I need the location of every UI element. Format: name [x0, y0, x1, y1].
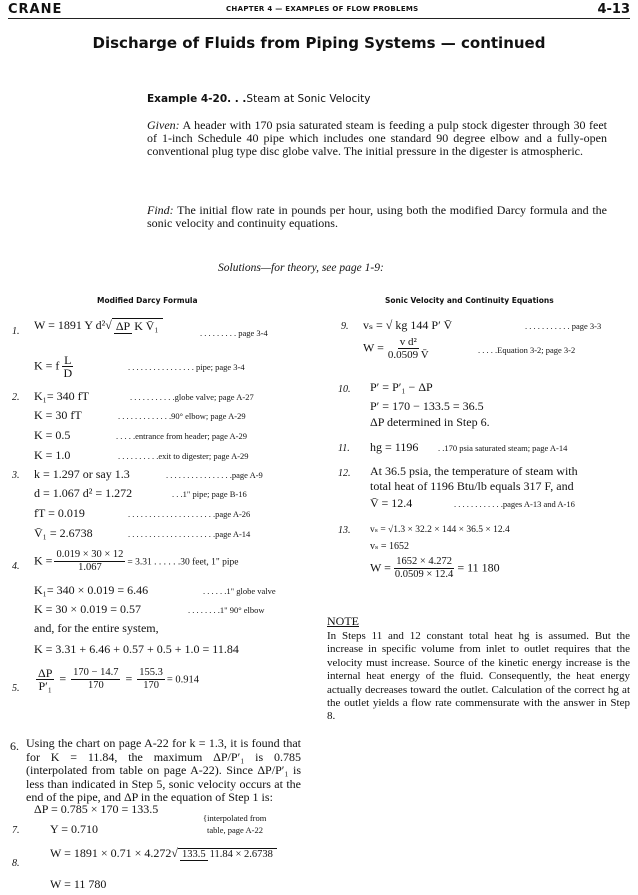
ratio-right-denominator: 170	[143, 680, 159, 691]
expansion-factor-ref-line-1: interpolated from	[207, 813, 267, 823]
continuity-lhs: W =	[363, 340, 384, 355]
step-number: 2.	[12, 392, 20, 403]
step-number: 5.	[12, 683, 20, 694]
k-elbow: K = 30 fT	[34, 408, 82, 422]
continuity-formula	[363, 336, 433, 361]
k-pipe-lhs: K =	[34, 553, 53, 568]
k-ratio: k = 1.297 or say 1.3	[34, 467, 130, 481]
k-denominator: D	[63, 366, 73, 380]
given-text: A header with 170 psia saturated steam is feeding a pulp stock digester through 30 feet of 1-inch Schedule 40 pipe which includes one standard 90 degree elbow and a fully-open conventional plug type disc globe valve. The initial pressure in the digester is atmospheric.	[147, 118, 607, 159]
k-pipe-result: = 3.31 . . . . . .30 feet, 1" pipe	[127, 557, 239, 568]
k-pipe-calc	[34, 549, 238, 574]
page-title: Discharge of Fluids from Piping Systems — continued	[92, 34, 546, 52]
ratio-mid-denominator: 170	[87, 680, 104, 691]
k-formula	[34, 354, 76, 379]
step-number: 11.	[338, 443, 350, 454]
step-12-line-2: total heat of 1196 Btu/lb equals 317 F, and	[370, 479, 574, 493]
expansion-factor-ref-2: table, page A-22	[207, 825, 263, 835]
step-number: 10.	[338, 384, 351, 395]
k-fraction	[61, 354, 74, 379]
find-text: The initial flow rate in pounds per hour, using both the modified Darcy formula and the sonic velocity and continuity equations.	[147, 203, 607, 231]
header-rule	[8, 18, 630, 19]
flow-rate-darcy: W = 1891 × 0.71 × 4.272√ 133.5 11.84 × 2.6738	[50, 846, 277, 861]
total-heat: hg = 1196	[370, 440, 419, 454]
darcy-numerator: ΔP	[115, 319, 131, 334]
darcy-radicand	[112, 318, 163, 334]
delta-p-note: ΔP determined in Step 6.	[370, 415, 490, 429]
sonic-velocity-calc: vₛ = √1.3 × 32.2 × 144 × 36.5 × 12.4	[370, 525, 510, 535]
flow-rate-darcy-result: W = 11 780	[50, 877, 107, 891]
step-number: 13.	[338, 525, 351, 536]
friction-factor: fT = 0.019	[34, 506, 85, 520]
continuity-numerator: v d²	[399, 336, 417, 348]
darcy-formula-lhs: W = 1891 Y d²	[34, 318, 106, 332]
sonic-velocity-formula: vₛ = √ kg 144 P′ V̄	[363, 318, 453, 332]
expansion-factor-ref-1: {interpolated from	[203, 813, 267, 823]
solutions-line: Solutions—for theory, see page 1-9:	[218, 262, 384, 274]
flow-rate-radicand	[178, 848, 277, 861]
find-paragraph	[147, 204, 607, 230]
darcy-denominator: K V̄₁	[134, 319, 159, 334]
note-text: In Steps 11 and 12 constant total heat hg is assumed. But the increase in specific volume from inlet to outlet requires that the velocity must increase. Source of the kinetic energy increase is the internal heat energy of the fluid. Consequently, the heat energy actually decreases toward the outlet. Calculation of the correct hg at the outlet yields a flow rate commensurate with the answer in Step 8.	[327, 630, 630, 723]
k1-globe: K₁= 340 fT	[34, 389, 89, 403]
step-number: 8.	[12, 858, 20, 869]
specific-volume: V̄₁ = 2.6738	[34, 526, 93, 540]
step-12-line-1: At 36.5 psia, the temperature of steam with	[370, 464, 578, 478]
flow-rate-numerator: 133.5	[182, 848, 206, 860]
k-numerator: L	[64, 353, 72, 367]
k1-globe-calc: K₁= 340 × 0.019 = 6.46	[34, 583, 149, 597]
k-elbow-ref: . . . . . . . . . . . . .90° elbow; page A-29	[118, 411, 246, 421]
continuity-ref: . . . . .Equation 3-2; page 3-2	[478, 345, 576, 355]
darcy-ref: . . . . . . . . . page 3-4	[200, 328, 268, 338]
given-label: Given:	[147, 118, 180, 132]
ratio-mid	[71, 667, 120, 692]
example-subject: Steam at Sonic Velocity	[246, 93, 371, 105]
flow-rate-darcy-lhs: W = 1891 × 0.71 × 4.272	[50, 846, 172, 860]
step-6-text: Using the chart on page A-22 for k = 1.3, it is found that for K = 11.84, the maximum ΔP/P′₁ is 0.785 (interpolated from table on page A-22). Since ΔP/P′₁ is less than indicated in Step 5, sonic velocity occurs at the end of the pipe, and ΔP in the equation of Step 1 is:	[26, 736, 301, 804]
pipe-diameter: d = 1.067 d² = 1.272	[34, 486, 133, 500]
step-number: 1.	[12, 326, 20, 337]
total-heat-ref: . .170 psia saturated steam; page A-14	[438, 443, 568, 453]
flow-rate-sonic-fraction	[393, 556, 455, 581]
k1-globe-ref: . . . . . . . . . . .globe valve; page A-27	[130, 392, 254, 402]
flow-rate-denominator: 11.84 × 2.6738	[209, 848, 273, 860]
k-pipe-denominator: 1.067	[78, 562, 102, 573]
step-number: 9.	[341, 321, 349, 332]
pressure-calc: P′ = 170 − 133.5 = 36.5	[370, 399, 484, 413]
friction-factor-ref: . . . . . . . . . . . . . . . . . . . . .page A-26	[128, 509, 251, 519]
pressure-ratio: $\frac{\Delta P}{\text{P′₁}}$ = $\frac{170 - 14.7}{170}$ = $\frac{155.3}{170}$ = 0.914	[38, 666, 200, 693]
k-elbow-calc-ref: . . . . . . . .1" 90° elbow	[188, 605, 265, 615]
step-number: 4.	[12, 561, 20, 572]
left-column-heading: Modified Darcy Formula	[97, 296, 198, 305]
sonic-velocity-ref: . . . . . . . . . . . page 3-3	[525, 321, 602, 331]
flow-rate-sonic-denominator: 0.0509 × 12.4	[394, 569, 454, 580]
ratio-result: = 0.914	[166, 674, 200, 686]
k-formula-lhs: K = f	[34, 358, 60, 373]
k-formula-ref: . . . . . . . . . . . . . . . . pipe; page 3-4	[128, 362, 245, 372]
k-entrance: K = 0.5	[34, 428, 71, 442]
entire-system-label: and, for the entire system,	[34, 621, 159, 635]
ratio-mid-numerator: 170 − 14.7	[73, 667, 119, 678]
right-column-heading: Sonic Velocity and Continuity Equations	[385, 296, 554, 305]
ratio-right	[137, 667, 165, 692]
k-exit-ref: . . . . . . . . . .exit to digester; page A-29	[118, 451, 249, 461]
ratio-lhs-denominator: P′₁	[38, 679, 52, 693]
ratio-lhs	[36, 667, 54, 692]
ratio-lhs-numerator: ΔP	[38, 666, 53, 680]
k1-globe-calc-ref: . . . . . .1" globe valve	[203, 586, 276, 596]
k-ratio-ref: . . . . . . . . . . . . . . . .page A-9	[166, 470, 263, 480]
k-elbow-calc: K = 30 × 0.019 = 0.57	[34, 602, 141, 616]
darcy-formula: W = 1891 Y d²√ ΔP K V̄₁	[34, 318, 163, 334]
page-number: 4-13	[597, 2, 630, 17]
pipe-diameter-ref: . . .1" pipe; page B-16	[172, 489, 247, 499]
example-title	[147, 93, 371, 105]
k-entrance-ref: . . . . .entrance from header; page A-29	[116, 431, 247, 441]
step-number: 7.	[12, 825, 20, 836]
sonic-velocity-result: vₛ = 1652	[370, 541, 410, 552]
flow-rate-sonic-numerator: 1652 × 4.272	[396, 556, 452, 567]
given-paragraph	[147, 119, 607, 159]
delta-p-calc: ΔP = 0.785 × 170 = 133.5	[34, 802, 159, 816]
find-label: Find:	[147, 203, 174, 217]
specific-volume-ref: . . . . . . . . . . . . . . . . . . . . .page A-14	[128, 529, 251, 539]
k-pipe-numerator: 0.019 × 30 × 12	[56, 549, 124, 560]
pressure-equation: P′ = P′₁ − ΔP	[370, 380, 433, 394]
k-pipe-fraction	[54, 549, 125, 574]
specific-volume-outlet-ref: . . . . . . . . . . . .pages A-13 and A-16	[454, 499, 575, 509]
k-exit: K = 1.0	[34, 448, 71, 462]
step-number: 12.	[338, 468, 351, 479]
step-number: 3.	[12, 470, 20, 481]
continuity-fraction	[386, 336, 431, 361]
expansion-factor: Y = 0.710	[50, 822, 98, 836]
step-number: 6.	[10, 739, 19, 753]
ratio-right-numerator: 155.3	[139, 667, 163, 678]
continuity-denominator: 0.0509 V̄	[387, 349, 429, 361]
flow-rate-sonic-result: = 11 180	[457, 560, 500, 575]
k-total: K = 3.31 + 6.46 + 0.57 + 0.5 + 1.0 = 11.84	[34, 642, 239, 656]
note-heading: NOTE	[327, 614, 359, 628]
brand-name: CRANE	[8, 2, 63, 17]
flow-rate-sonic	[370, 556, 500, 581]
example-number: Example 4-20. . .	[147, 93, 247, 105]
specific-volume-outlet: V̄ = 12.4	[370, 496, 413, 510]
flow-rate-sonic-lhs: W =	[370, 560, 391, 575]
chapter-title: CHAPTER 4 — EXAMPLES OF FLOW PROBLEMS	[226, 5, 419, 13]
